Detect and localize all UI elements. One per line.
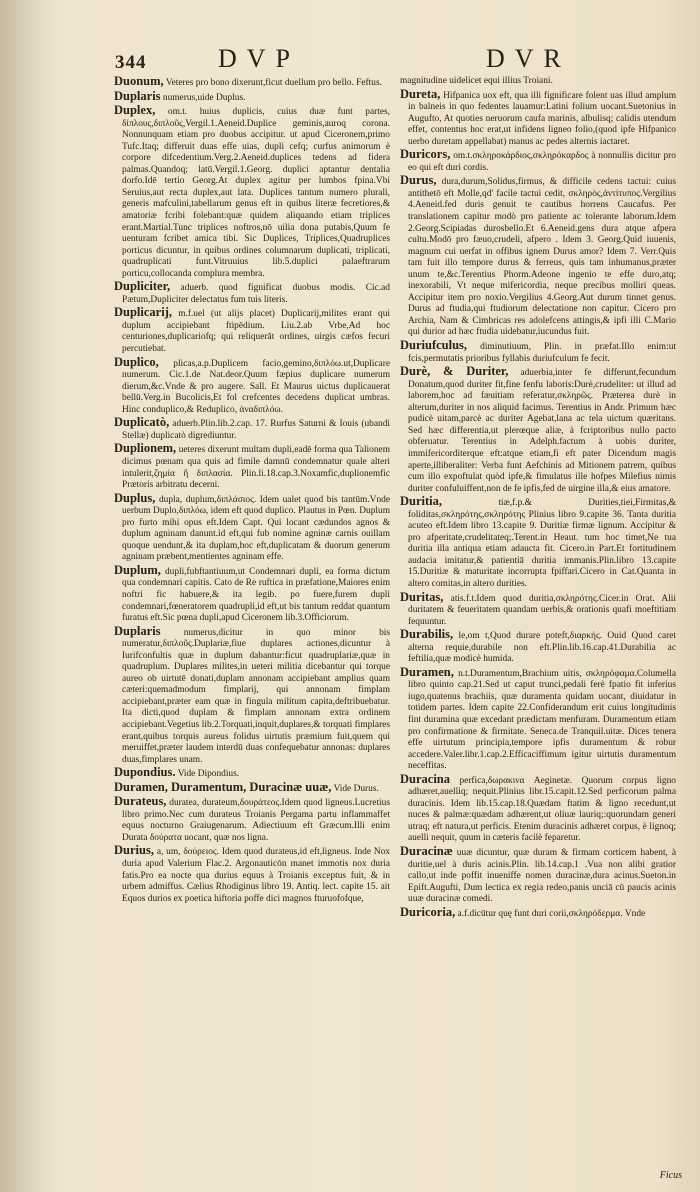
dictionary-entry (114, 88, 390, 105)
dictionary-entry (400, 904, 676, 921)
catchword: Ficus (659, 1170, 682, 1181)
entry-text: aduerb.Plin.lib.2.cap. 17. Rurfus Saturni & Iouis (ubandi Stellæ) duplicatò digrediuntur. (122, 419, 390, 441)
dictionary-entry (400, 629, 676, 666)
dictionary-entry (114, 105, 390, 280)
entry-headword: Dupliciter, (114, 279, 171, 294)
entry-headword: Duriufculus, (400, 338, 468, 353)
entry-text: duratea, durateum,δουράτεος.Idem quod ligneus.Lucretius libro primo.Nec cum durateus Troianis Pergama partu inflammaffet equus nocturno Graiugenarum. Adiectiuum eft Græcum.Illi enim Durata δούρατα uocant, quæ nos ligna. (122, 798, 390, 843)
entry-text: numerus,dicitur in quo minor bis numeratur,διπλοῦς.Duplariæ,fiue duplares actiones,dicuntur à Iurifconfultis quæ in duplum dabantur:ficut quadruplariæ,quæ in quadruplum. Duplares milites,in ueteri militia dicebantur qui torque aureo ob uirtutē donati,duplam annonam accipiebant amplius quam cæteri:quemadmodum fimplarij, qui annonam fimplam accipiebant,præter eam quæ in fingula militum capita,deftribuebatur. Ita dicti,quod duplam & fimplam annonam extra ordinem accipiebant.Vegetius lib.2.Torquati,inquit,duplares,& torquati fimplares erant,quibus torquis aureus folidus uirtutis præmium fuit,quem qui meruiffet,præter laudem interdū duas confequebatur annonas: duplares duas,fimplares unam. (122, 627, 390, 765)
entry-headword: Duplicatò, (114, 415, 170, 430)
dictionary-entry (400, 366, 676, 495)
dictionary-entry (114, 490, 390, 564)
entry-headword: Duracinæ (400, 844, 453, 858)
entry-text: dupli,fubftantiuum,ut Condemnari dupli, ea forma dictum qua condemnari capitis. Cato de Re ruftica in præfatione,Maiores enim noftri fic habuere,& ita legib. po fuere,furem dupli condemnari,fœneratorem quadrupli,id eft,ut bis tantum reddat quantum furatus eft.Sic pœna dupli,apud Ciceronem lib.3.Officiorum. (122, 566, 390, 624)
entry-headword: Dupondius. (114, 765, 176, 780)
entry-headword: Duplico, (114, 354, 159, 369)
entry-headword: Duonum, (114, 76, 164, 88)
dictionary-entry (114, 779, 390, 796)
entry-text: om.t. huius duplicis, cuius duæ funt partes, δίπλους,διπλοῦς,Vergil.1.Aeneid.Duplice geminis,auroq corona. Nonnunquam etiam pro duobus accipitur. ut apud Ciceronem,primo Tufc.Itaq; differuit duas effe uias, dupli cefq; curfus animorum è corpore difcedentium.Verg.2.Aeneid.duplices tedens ad fidera palmas.Quandoq; latū.Vergil.1.Georg. duplici aptantur dentalia dorfo.Idē tertio Georg.At duplex agitur per lumbos fpina.Vbi Seruius,aut recta duplex,aut lata. Duplices tantum numero plurali, generis mafculini,tabellarum genus eft in quibus literæ fecretiores,& amatoriæ fcribi folebant:quæ quidem aliquando etiam triplices erant.Martial.Tunc triplices noftros,nō uilia dona putabis,Quum fe uenturam fcribet amica tibi. Sic Duplices, Triplices,Quadruplices porticus dicuntur, in quibus ordines columnarum duplicati, triplicati, quadruplicati funt.Vitruuius lib.5.duplici palaeftrarum porticu,collocanda complura membra. (122, 107, 390, 279)
entry-text: uuæ dicuntur, quæ duram & firmam corticem habent, à duritie,uel à duris acinis.Plin. lib.14.cap.1 .Vua non alibi gratior callo,ut inde poffit inueniffe nomen duracinæ,dura acinus.Sueton.in Epift.Augufti, Dum lectica ex regia redeo,panis unciā cū paucis acinis uuæ duracinæ comedi. (408, 848, 676, 905)
running-head-left: DVP (218, 44, 301, 73)
dictionary-entry (400, 149, 676, 174)
entry-text: dura,durum,Solidus,firmus, & difficile cedens tactui: cuius antithetō eft Molle,qd' facile tactui cedit, σκληρὸς,ἀντίτυπος.Vergilius 4.Aeneid.fed duris genuit te cautibus horrens Caucafus. Per translationem capitur modò pro patiente ac tolerante laborum.Idem 2.Georg.Scipiadas durosbello.Et 6.Aeneid.gens dura atque afpera cultu.Modō pro fæuo,crudeli, afpero . Idem 3. Georg.Quid iuuenis, magnum cui uerfat in offibus ignem Durus amor? Idem 7. Verr.Quis tam fuit illo tempore durus & ferreus, quis tam inhumanus,præter unum te,&c.Terentius Phorm.Adeone ingenio te effe duro,atq; inexorabili, Vt neque mifericordia, neque precibus molliri queas. Accipitur item pro noxio.Vergilius 4.Georg.Aut durum tinnet genus. Durus ad ftudia,qui ftudiorum delectatione non capitur. Cicero pro Archia, Nam & Cimbricas res adolefcens attingis,& ipfi illi C.Mario qui durior ad hæc ftudia uidebatur,iucundus fuit. (408, 177, 676, 338)
entry-text: diminutiuum, Plin. in præfat.Illo enim:ut fcis,permutatis prioribus fyllabis duriufculum fe fecit. (408, 342, 676, 364)
dictionary-entry (400, 86, 676, 149)
entry-text: Hifpanica uox eft, qua illi fignificare folent uas illud amplum in balneis in quo fedentes lauamur:Latini folium uocant.Suetonius in Augufto, At quoties neruorum caufa marinis, albulisq; calidis utendum effet, contentus hoc erat,ut infidens ligneo folio,(quod ipfe Hifpanico uerbo duretam appellabat) manus ac pedes alternis iactaret. (408, 90, 676, 147)
dictionary-entry (400, 846, 676, 906)
entry-text: Veteres pro bono dixerunt,ficut duellum pro bello. Feftus. (165, 78, 382, 88)
entry-text: perfica,δωρακινα Aeginetæ. Quorum corpus ligno adhæret,auelliq; nequit.Plinius libr.15.capit.12.Sed perficorum palma duracinis. Idem lib.15.cap.18.Quædam ftatim & ligno recedunt,ut nuces & palmæ:quædam adhærent,ut oliuæ lauriq;:quorundam generi utraq; eft natura,ut perficis. Etenim duracinis adhæret corpus, è lignoq; auelli nequit, quum in cæteris facilè feparetur. (408, 775, 676, 844)
page-number: 344 (115, 52, 147, 73)
entry-text: Vide Durus. (333, 783, 379, 794)
entry-headword: Duricors, (400, 147, 451, 162)
entry-headword: Duramen, (400, 664, 454, 679)
entry-headword: Duritia, (400, 494, 443, 509)
dictionary-entry (400, 175, 676, 339)
dictionary-entry (400, 496, 676, 590)
dictionary-entry (400, 76, 676, 88)
entry-headword: Duramen, Duramentum, Duracinæ uuæ, (114, 779, 332, 794)
entry-headword: Durabilis, (400, 627, 454, 642)
entry-headword: Duplaris (114, 623, 161, 638)
entry-headword: Duplus, (114, 490, 156, 505)
entry-text: tiæ,f.p.& Durities,tiei,Firmitas,& foliditas,σκληρότης,σκληρότης Plinius libro 9.capite 36. Tanta duritia acuteo eft.Idem libro 13.capite 9. Duritiæ firmæ lignum. Accipitur & pro afperitate,crudelitateq;.Terent.in Heaut. tum hoc timet,Ne tua duritia illa antiqua etiam adaucta fit. Cicero.in Part.Et fortitudinem audacia imitatur,& patientiā duritia immanis.Plin.libro 13.capite 15.Duritiæ & maturitate incorrupta fpiffari.Cicero in Cat.Quanta in altero comitas,in altero durities. (408, 498, 676, 589)
entry-headword: Duplaris (114, 88, 161, 103)
entry-text: a.f.dicūtur quę funt duri corii,σκληρόδερμα. Vnde (457, 908, 646, 919)
entry-headword: Dureta, (400, 86, 441, 101)
entry-text: a, um, δούρειος. Idem quod durateus,id eft,ligneus. Inde Nox duria apud Valerium Flac.2. Argonauticōn manet immotis nox duria fatis.Pro ea nocte qua durius equus à Troianis exceptus fuit, & in urbem admiffus. Cælius Rhodiginus libro 19. Antiq. lect. capite 15. ait Equos durios ex poetica hiftoria poffe dici magnos fturuofofque, (122, 847, 390, 904)
entry-text: om.t.σκληροκάρδιος,σκληρόκαρδος à nonnullis dicitur pro eo qui eft duri cordis. (408, 151, 676, 173)
entry-headword: Duritas, (400, 589, 444, 604)
left-column (114, 76, 390, 1166)
dictionary-entry (400, 589, 676, 629)
dictionary-entry (114, 76, 390, 90)
entry-text: magnitudine uidelicet equi illius Troiani. (400, 76, 553, 86)
entry-text: aduerb. quod fignificat duobus modis. Cic.ad Pætum,Dupliciter delectatus fum tuis literis. (122, 283, 390, 305)
dictionary-entry (114, 845, 390, 905)
dictionary-entry (400, 340, 676, 365)
entry-text: aduerbia,inter fe differunt,fecundum Donatum,quod duriter fit,fine fenfu laboris:Durè,crudeliter: ut illud ad laborem,hoc ad fæuitiam referatur,σκληρῶς. Præterea durè in alterum,duriter in nos aliquid facimus. Terentius in Andr. Primum hæc pudicè uitam,parcè ac duriter Agebat,lana ac tela uictum quæritans. Sed hæc differentia,ut plerœque aliæ, à fcriptoribus nullo pacto obferuatur. Terentius in Adelph.factum à uobis duriter, immifericorditerque eft:atque etiam,fi eft pater Dicendum magis aperte,illiberaliter: Verba funt Aefchinis ad Mitionem patrem, quibus cum illo expoftulat quòd ipfe,& fimulatus ille hofpes Milefius nimis duriter confuluiffent,non de fe ipfis,fed de uirgine illa,& eius amatore. (408, 368, 676, 494)
dictionary-entry (114, 796, 390, 844)
dictionary-entry (114, 307, 390, 355)
running-head-right: DVR (486, 44, 571, 73)
entry-text: dupla, duplum,διπλάσιος. Idem ualet quod bis tantūm.Vnde uerbum Duplo,διπλόω, idem eft quod duplico. Plautus in Pœn. Duplum pro furto mihi opus eft.Idem Capt. Qui locant cædundos agnos & duplum agninam danunt.id eft,qui fub nomine agninæ carnis ouillam quoque uendunt,& ita duplam,hoc eft,duplicatam & duorum generum agninam præbent,mentientes agninam effe. (122, 494, 390, 563)
entry-headword: Durè, & Duriter, (400, 364, 509, 379)
entry-headword: Duricoria, (400, 904, 456, 919)
dictionary-entry (114, 281, 390, 306)
entry-text: ueteres dixerunt multam dupli,eadē forma qua Talionem dicimus pœnam qua quis ad fimile damnū condemnatur quale alteri intulerit,ζημία ἢ διπλασία. Plin.li.18.cap.3.Noxamfic,duplionemfic Prætoris arbitratu decerni. (122, 445, 390, 491)
entry-text: Vide Dipondius. (177, 769, 240, 780)
dictionary-entry (114, 443, 390, 491)
entry-text: le,om t,Quod durare poteft,διαρκής. Ouid Quod caret alterna requie,durabile non eft.Plin.lib.16.cap.41.Durabilia ac feftilia,quæ modicè humida. (408, 631, 676, 665)
entry-headword: Duplex, (114, 103, 156, 118)
dictionary-entry (400, 664, 676, 773)
dictionary-entry (400, 771, 676, 845)
entry-headword: Duplionem, (114, 441, 177, 456)
dictionary-entry (114, 562, 390, 625)
entry-headword: Duplum, (114, 562, 161, 577)
page-gutter-shadow (0, 0, 60, 1192)
entry-text: plicas,a.p.Duplicem facio,gemino,διπλόω.ut,Duplicare numerum. Cic.1.de Nat.deor.Quum fæpius duplicare numerum dierum,&c.Vnde & pro augere. Sall. Et Maurus uictus duplicauerat bellū.Verg.in Bucolicis,Et fol crefcentes decedens duplicat umbras. Hinc conduplico,& Reduplico, ἀναδιπλόω. (122, 358, 390, 415)
entry-headword: Duracina (400, 771, 450, 786)
entry-text: n.t.Duramentum,Brachium uitis, σκληρόφαμα.Columella libro quinto cap.21.Sed ut caput trunci,pedali ferè fpatio fit inferius iugo,quatenus brachiis, quæ duramenta quidam uocant, diuidatur in totidem partes. Idem capite 22.Confiderandum erit cuius longitudinis fint duramina quæ excedant prædictam menfuram. Duramentum etiam pro confirmatione & firmitate. Seneca.de Tranquil.uitæ. Dices tenera effe uirtutum principia,tempore ipfis duramentum & robur accedere.Valer.libr.1.cap.2.Efficaciffimum igitur uirtutis duramentum neceffitas. (408, 668, 676, 772)
entry-text: numerus,uide Duplus. (162, 92, 246, 103)
right-column (400, 76, 676, 1166)
entry-headword: Durus, (400, 173, 437, 188)
dictionary-entry (114, 767, 390, 781)
entry-headword: Durateus, (114, 794, 167, 809)
dictionary-entry (114, 354, 390, 417)
entry-text: m.f.uel (ut alijs placet) Duplicarij,milites erant qui duplum accipiebant ftipēdium. Liu.2.ab Vrbe,Ad hoc centuriones,duplicariofq; qui reliquerāt ordines, uirgis cæfos fecuri percutiebat. (122, 309, 390, 355)
dictionary-entry (114, 623, 390, 767)
entry-headword: Duplicarij, (114, 305, 172, 320)
entry-text: atis.f.t.Idem quod duritia,σκληρότης.Cicer.in Orat. Alii duritatem & feueritatem quandam uerbis,& orationis quafi moeftitiam fequuntur. (408, 593, 676, 627)
entry-headword: Durius, (114, 843, 154, 858)
dictionary-entry (114, 417, 390, 442)
